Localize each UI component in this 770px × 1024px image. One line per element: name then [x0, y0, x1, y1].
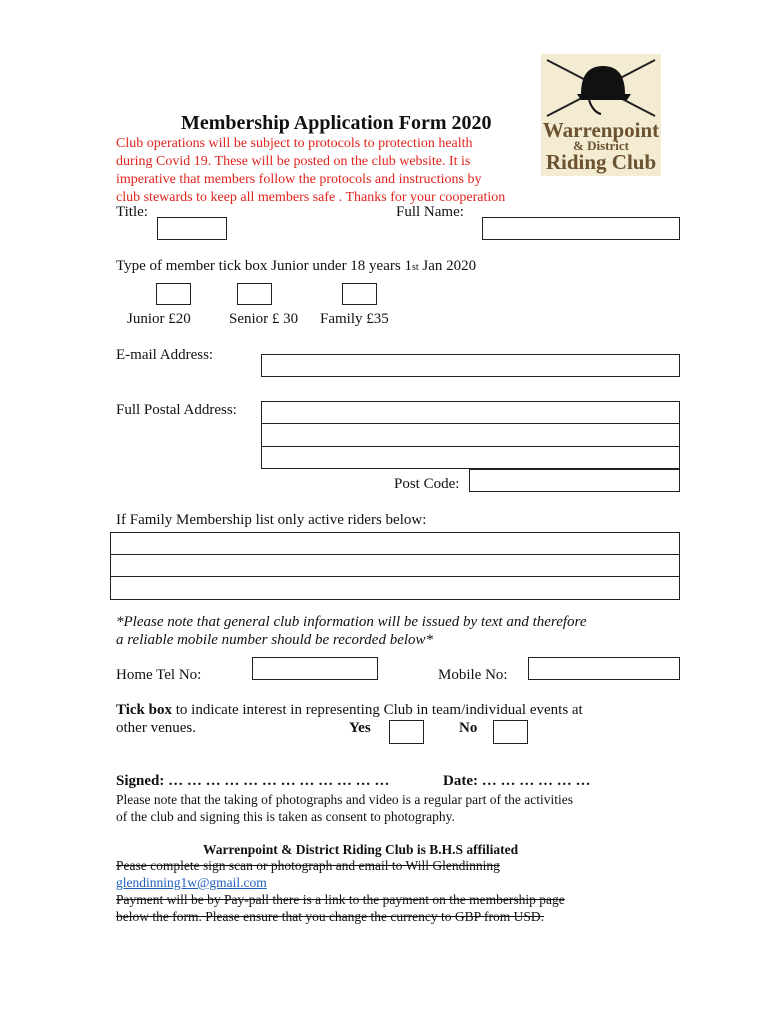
logo-line-1: Warrenpoint [542, 118, 660, 142]
covid-notice-line-3: imperative that members follow the protocols and instructions by [116, 172, 482, 187]
photo-notice-line-2: of the club and signing this is taken as consent to photography. [116, 809, 455, 824]
covid-notice-line-2: during Covid 19. These will be posted on the club website. It is [116, 154, 471, 169]
logo-line-3: Riding Club [545, 150, 657, 174]
submit-instructions: Pease complete sign scan or photograph and email to Will Glendinning [116, 858, 500, 873]
covid-notice-line-1: Club operations will be subject to protocols to protection health [116, 136, 473, 151]
yes-label: Yes [349, 720, 371, 736]
no-checkbox[interactable] [493, 720, 528, 744]
postal-address-line-3[interactable] [261, 446, 680, 469]
family-rider-row-2[interactable] [110, 554, 680, 577]
family-label: Family £35 [320, 311, 389, 327]
title-field[interactable] [157, 217, 227, 240]
signed-line: Signed: … … … … … … … … … … … … [116, 773, 390, 789]
email-label: E-mail Address: [116, 347, 214, 363]
covid-notice-line-4: club stewards to keep all members safe . Thanks for your cooperation [116, 190, 506, 205]
senior-label: Senior £ 30 [229, 311, 299, 327]
postal-address-line-2[interactable] [261, 423, 680, 447]
home-tel-label: Home Tel No: [116, 667, 202, 683]
payment-line-1: Payment will be by Pay-pall there is a link to the payment on the membership page [116, 892, 565, 907]
tick-box-rest-label: to indicate interest in representing Club in team/individual events at [172, 702, 583, 718]
family-rider-row-3[interactable] [110, 576, 680, 600]
title-label: Title: [116, 204, 148, 220]
junior-checkbox[interactable] [156, 283, 191, 305]
family-checkbox[interactable] [342, 283, 377, 305]
logo-line-2: & District [573, 138, 629, 153]
affiliation-text: Warrenpoint & District Riding Club is B.H.S affiliated [203, 842, 519, 857]
mobile-note-line-2: a reliable mobile number should be recorded below* [116, 632, 434, 648]
yes-checkbox[interactable] [389, 720, 424, 744]
postcode-field[interactable] [469, 469, 680, 492]
full-name-label: Full Name: [396, 204, 464, 220]
member-type-label [116, 258, 476, 275]
form-title: Membership Application Form 2020 [181, 112, 492, 134]
member-type-sup: st [411, 262, 419, 273]
senior-checkbox[interactable] [237, 283, 272, 305]
mobile-field[interactable] [528, 657, 680, 680]
full-name-field[interactable] [482, 217, 680, 240]
date-line: Date: … … … … … … [443, 773, 591, 789]
postcode-label: Post Code: [394, 476, 460, 492]
mobile-label: Mobile No: [438, 667, 508, 683]
tick-box-bold-label: Tick box [116, 702, 172, 718]
no-label: No [459, 720, 478, 736]
postal-address-label: Full Postal Address: [116, 402, 237, 418]
member-type-label-prefix: Type of member tick box Junior under 18 years 1 [116, 258, 412, 274]
family-rider-row-1[interactable] [110, 532, 680, 555]
member-type-label-suffix: Jan 2020 [418, 258, 477, 274]
junior-label: Junior £20 [127, 311, 191, 327]
photo-notice-line-1: Please note that the taking of photographs and video is a regular part of the activities [116, 792, 573, 807]
events-interest-line-2: other venues. [116, 720, 196, 736]
postal-address-line-1[interactable] [261, 401, 680, 424]
club-logo [541, 54, 661, 176]
email-field[interactable] [261, 354, 680, 377]
mobile-note-line-1: *Please note that general club information will be issued by text and therefore [116, 614, 587, 630]
home-tel-field[interactable] [252, 657, 378, 680]
email-link[interactable]: glendinning1w@gmail.com [116, 875, 267, 890]
payment-line-2: below the form. Please ensure that you change the currency to GBP from USD. [116, 909, 545, 924]
family-riders-label: If Family Membership list only active riders below: [116, 512, 427, 528]
events-interest-line-1 [116, 702, 583, 719]
